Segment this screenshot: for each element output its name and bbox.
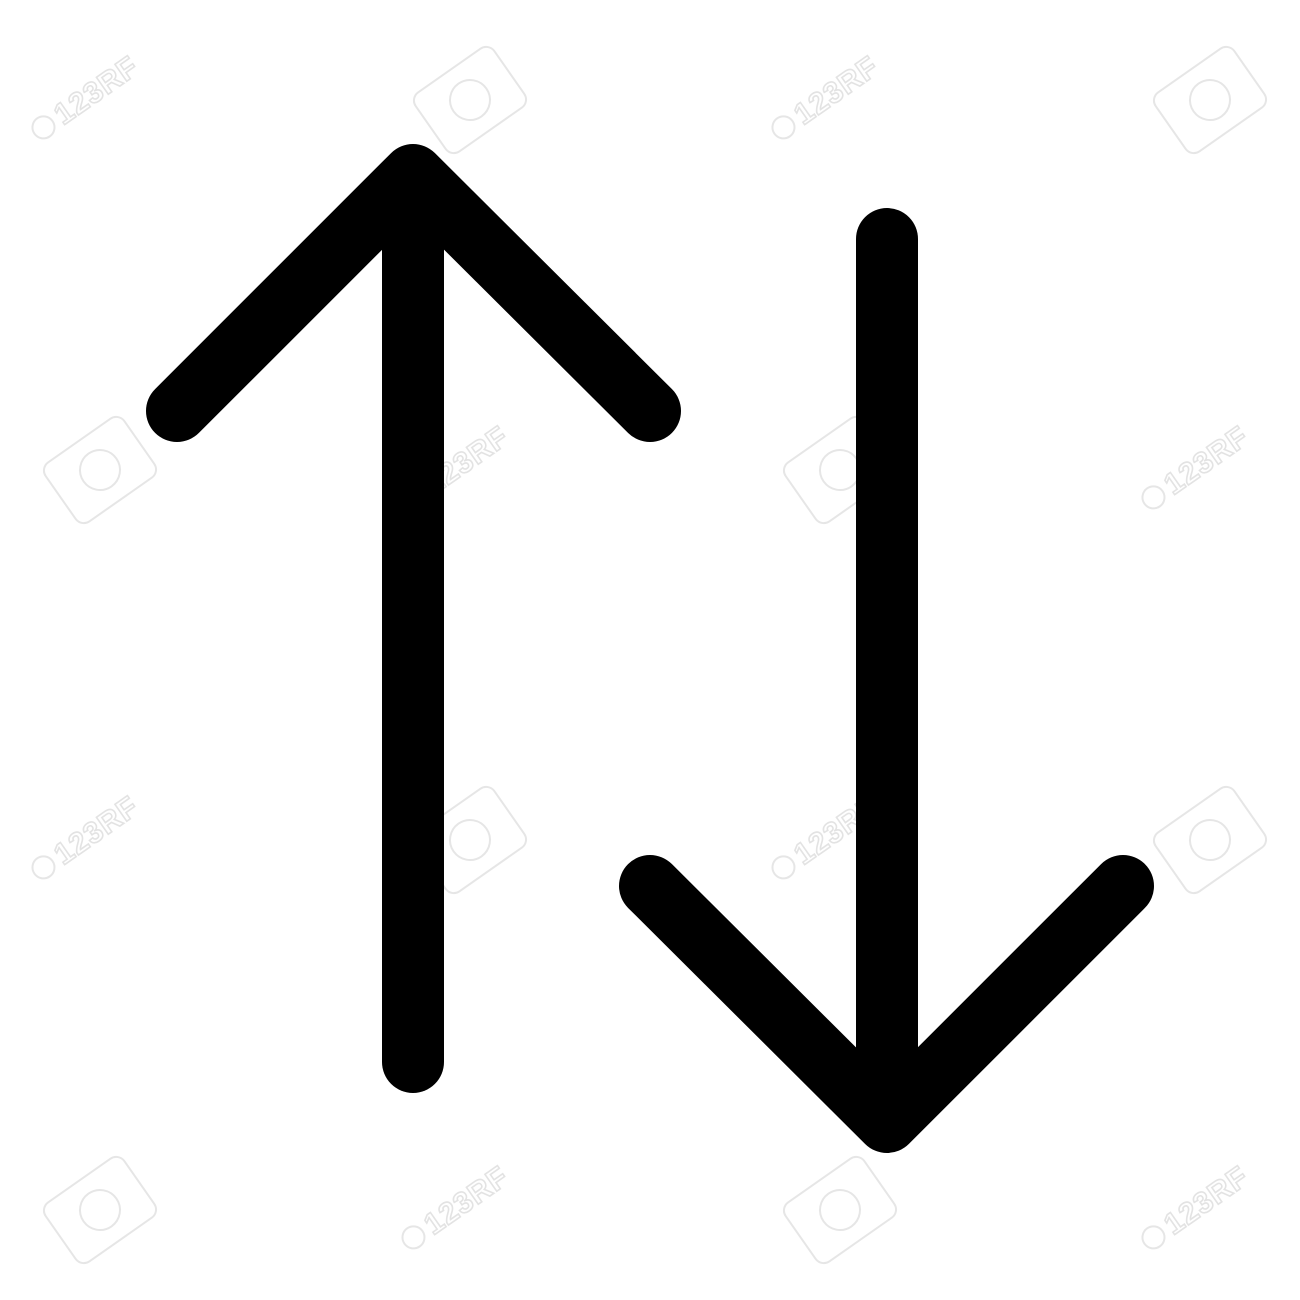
watermark-text (765, 50, 885, 148)
watermark-badge (780, 1153, 900, 1267)
watermark-text (395, 1160, 515, 1258)
watermark-badge (40, 1153, 160, 1267)
watermark-text (25, 50, 145, 148)
watermark-badge (1150, 43, 1270, 157)
watermark-badge (410, 43, 530, 157)
watermark-label: 123RF (788, 789, 886, 872)
watermark-label: 123RF (48, 49, 146, 132)
arrow-up-icon (177, 175, 650, 1062)
arrow-down-icon (650, 239, 1123, 1122)
watermark-label: 123RF (1158, 419, 1256, 502)
watermark-text (1135, 420, 1255, 518)
watermark-label: 123RF (418, 1159, 516, 1242)
watermark-badge (40, 413, 160, 527)
watermark-text (25, 790, 145, 888)
watermark-layer (25, 43, 1270, 1267)
watermark-label: 123RF (418, 419, 516, 502)
watermark-label: 123RF (48, 789, 146, 872)
watermark-text (1135, 1160, 1255, 1258)
watermark-label: 123RF (1158, 1159, 1256, 1242)
watermark-badge (1150, 783, 1270, 897)
watermark-label: 123RF (788, 49, 886, 132)
